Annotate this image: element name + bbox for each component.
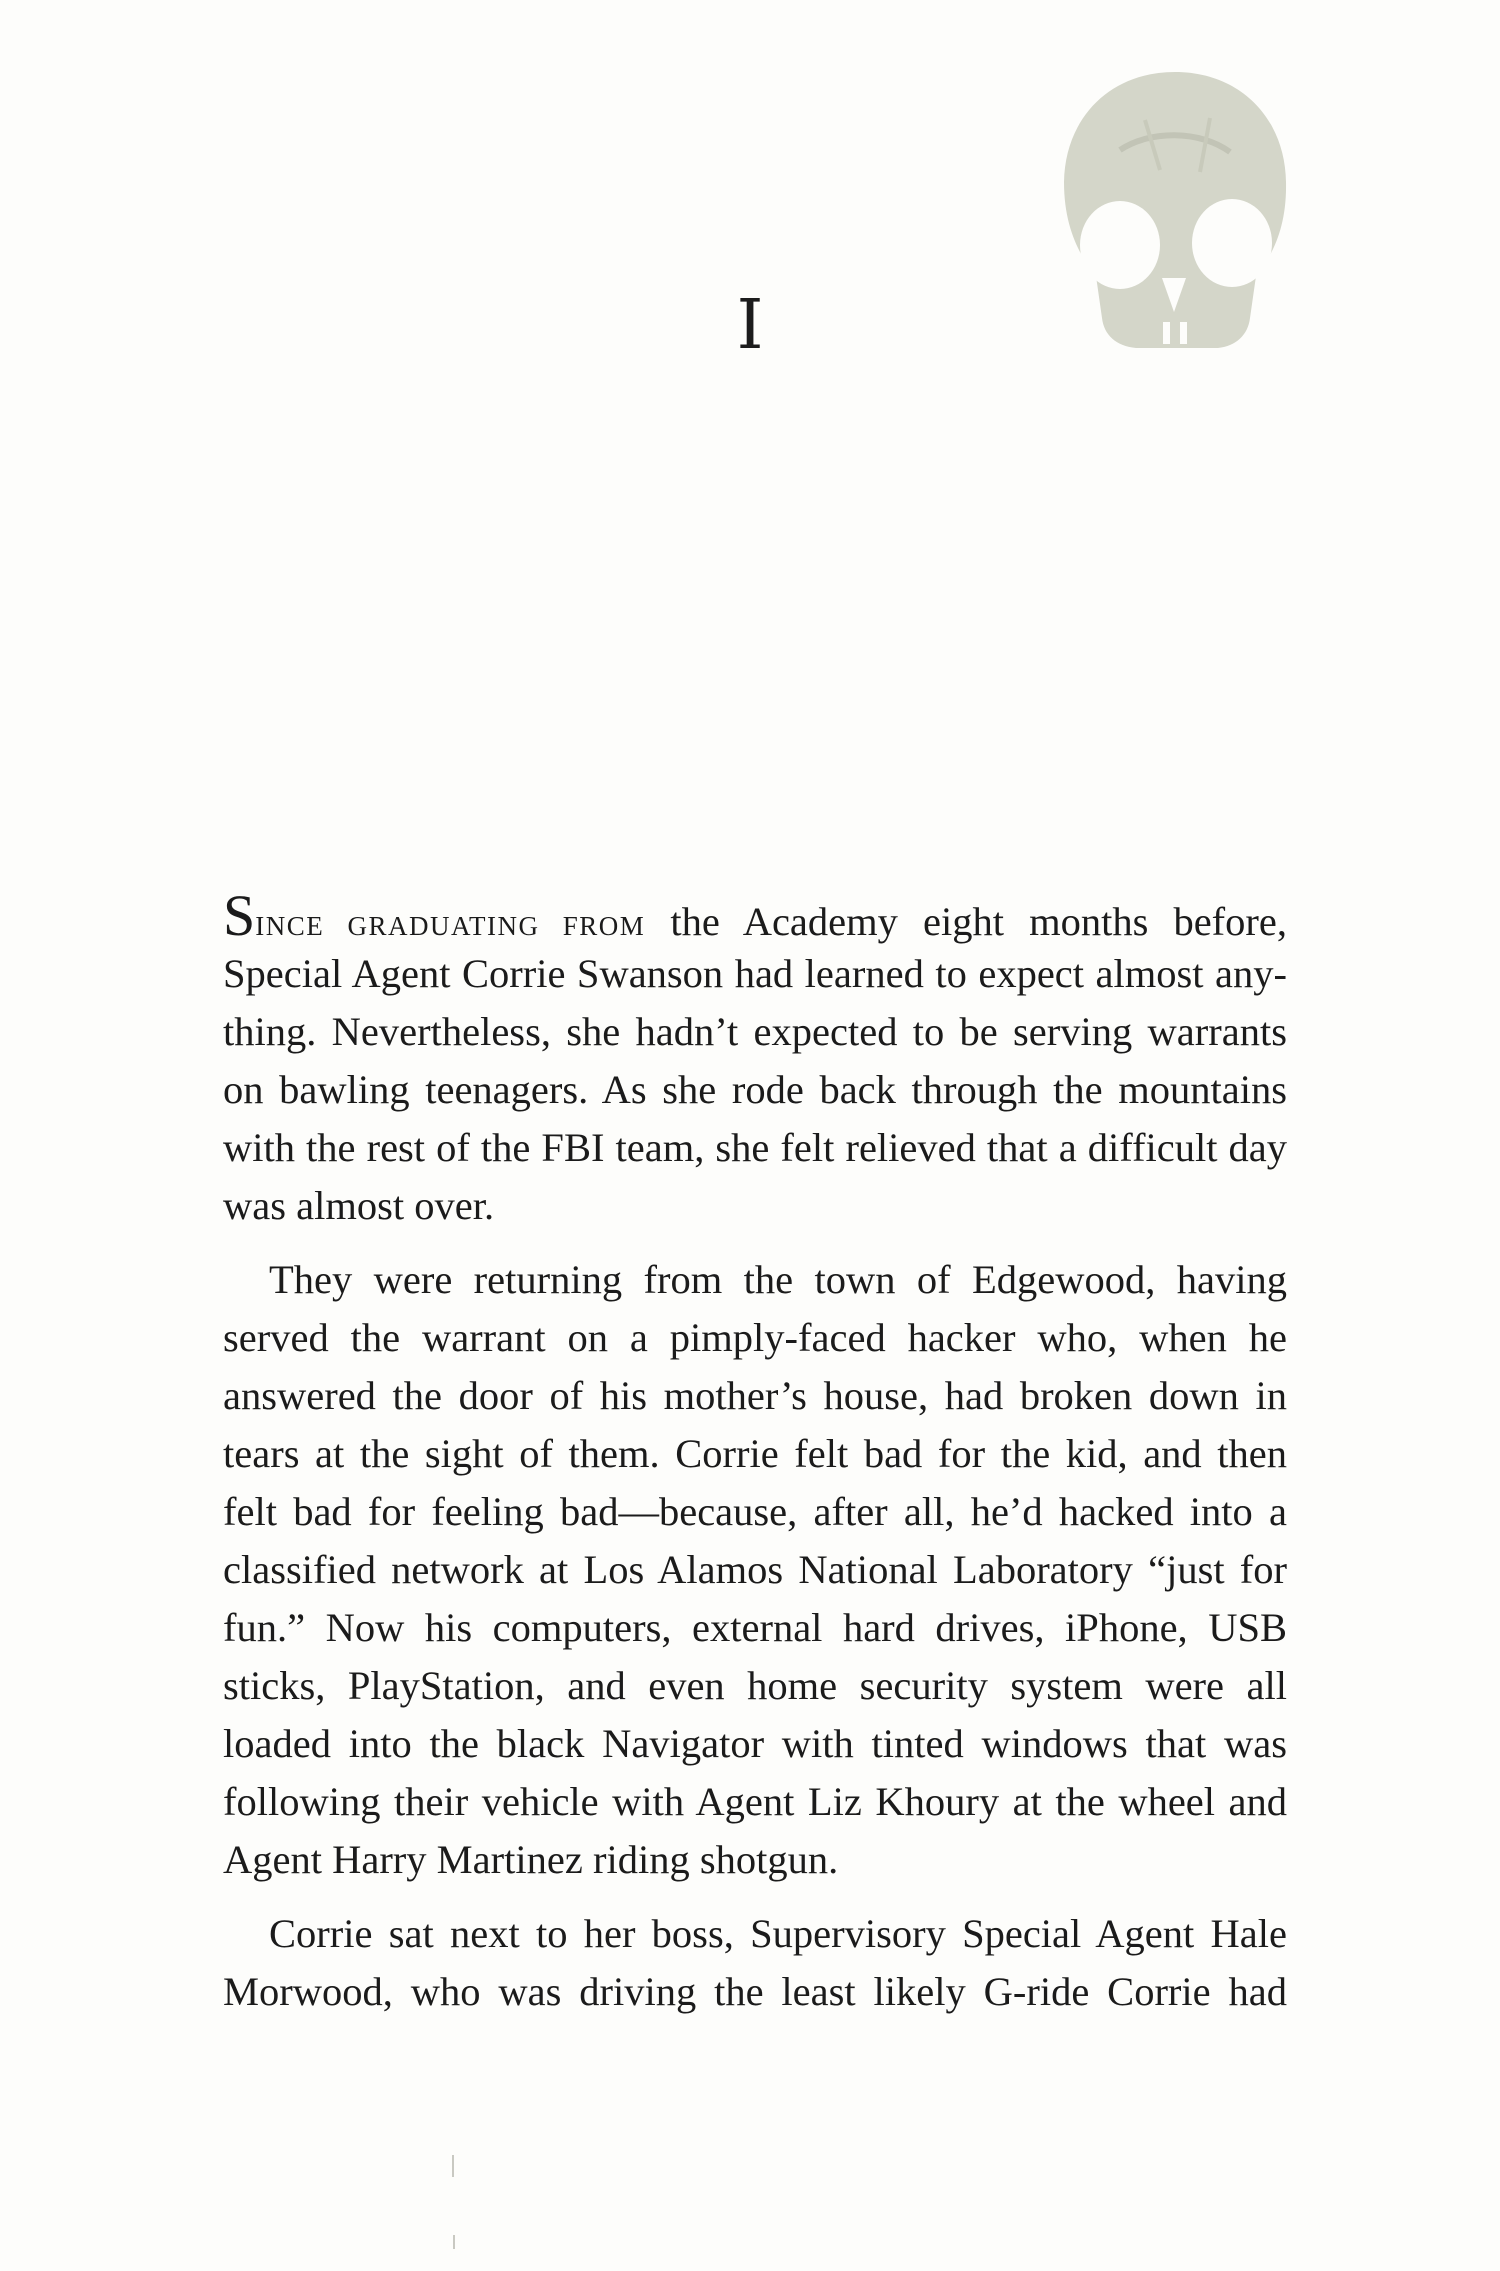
text-line: felt bad for feeling bad—because, after all, he’d hacked into a — [223, 1489, 1287, 1534]
text-line: They were returning from the town of Edgewood, having — [269, 1257, 1287, 1302]
text-line: served the warrant on a pimply-faced hacker who, when he — [223, 1315, 1287, 1360]
text-line: loaded into the black Navigator with tinted windows that was — [223, 1721, 1287, 1766]
text-line: Corrie sat next to her boss, Supervisory Special Agent Hale — [269, 1911, 1287, 1956]
text-line: classified network at Los Alamos National Laboratory “just for — [223, 1547, 1287, 1592]
text-line: sticks, PlayStation, and even home security system were all — [223, 1663, 1287, 1708]
text-line: tears at the sight of them. Corrie felt bad for the kid, and then — [223, 1431, 1287, 1476]
text-line: thing. Nevertheless, she hadn’t expected to be serving warrants — [223, 1009, 1287, 1054]
text-line: was almost over. — [223, 1183, 495, 1228]
text-line: with the rest of the FBI team, she felt relieved that a difficult day — [223, 1125, 1287, 1170]
scan-speck — [452, 2155, 454, 2177]
chapter-number: I — [736, 286, 764, 365]
text-line: following their vehicle with Agent Liz Khoury at the wheel and — [223, 1779, 1287, 1824]
opening-line — [223, 883, 1288, 948]
small-caps-lead: INCE GRADUATING FROM — [255, 911, 646, 941]
text-line: fun.” Now his computers, external hard drives, iPhone, USB — [223, 1605, 1287, 1650]
opening-line-rest: the Academy eight months before, — [645, 899, 1288, 944]
chapter-body-text — [223, 883, 1288, 2021]
text-line: Special Agent Corrie Swanson had learned to expect almost any- — [223, 951, 1287, 996]
text-line: Morwood, who was driving the least likely G-ride Corrie had — [223, 1969, 1287, 2014]
drop-cap: S — [223, 883, 256, 948]
scan-speck — [453, 2235, 455, 2249]
text-line: answered the door of his mother’s house, had broken down in — [223, 1373, 1287, 1418]
text-line: on bawling teenagers. As she rode back through the mountains — [223, 1067, 1287, 1112]
text-line: Agent Harry Martinez riding shotgun. — [223, 1837, 839, 1882]
